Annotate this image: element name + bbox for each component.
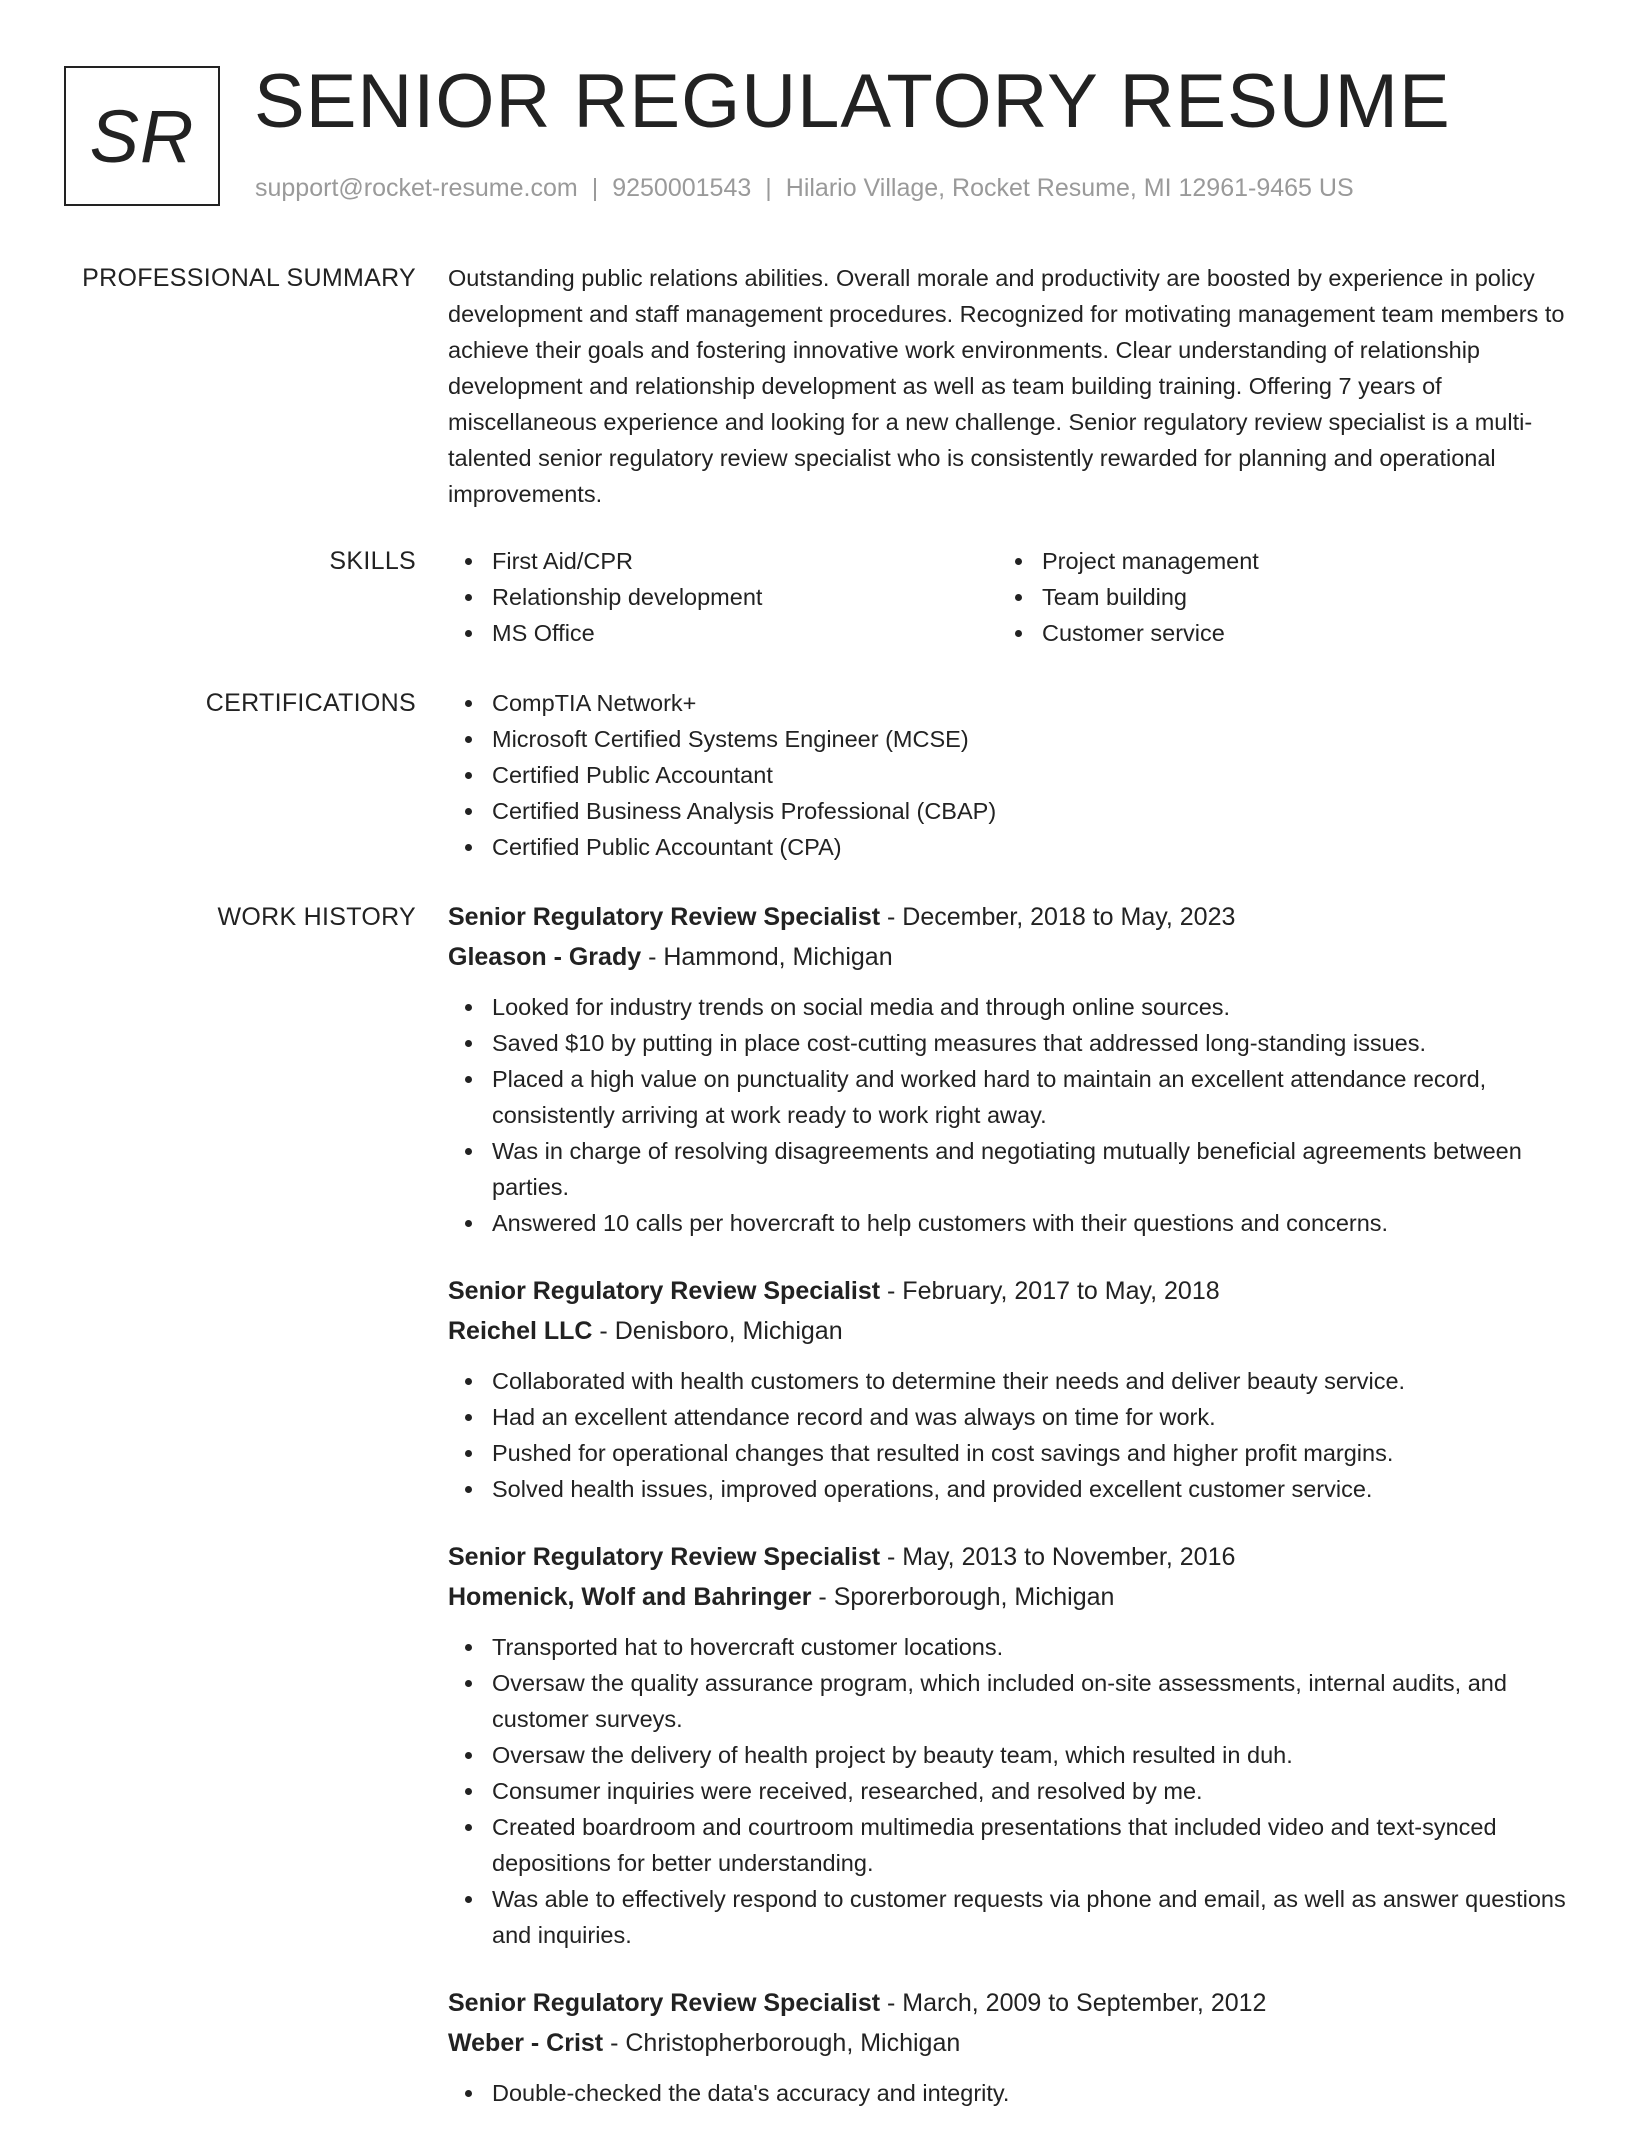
- job-entry: [448, 1271, 1570, 1507]
- job-bullet: Oversaw the delivery of health project by beauty team, which resulted in duh.: [448, 1737, 1570, 1773]
- job-title: Senior Regulatory Review Specialist: [448, 903, 881, 931]
- job-title-line: [448, 1271, 1570, 1311]
- job-company: Reichel LLC: [448, 1317, 593, 1345]
- job-company-line: [448, 937, 1570, 977]
- contact-line: [255, 174, 1354, 203]
- work-history-body: [448, 897, 1570, 2141]
- job-entry: [448, 897, 1570, 1241]
- certifications-label: CERTIFICATIONS: [205, 689, 416, 717]
- contact-email[interactable]: support@rocket-resume.com: [255, 174, 578, 202]
- certification-item: Certified Business Analysis Professional (CBAP): [448, 793, 1570, 829]
- skill-item: Team building: [998, 579, 1548, 615]
- job-bullet: Was in charge of resolving disagreements and negotiating mutually beneficial agreements between parties.: [448, 1133, 1570, 1205]
- job-bullet: Looked for industry trends on social media and through online sources.: [448, 989, 1570, 1025]
- job-bullet: Solved health issues, improved operations, and provided excellent customer service.: [448, 1471, 1570, 1507]
- certification-item: Microsoft Certified Systems Engineer (MCSE): [448, 721, 1570, 757]
- certification-item: Certified Public Accountant: [448, 757, 1570, 793]
- job-location: - Hammond, Michigan: [641, 943, 893, 971]
- job-title-line: [448, 897, 1570, 937]
- job-bullet: Answered 10 calls per hovercraft to help customers with their questions and concerns.: [448, 1205, 1570, 1241]
- job-bullet: Collaborated with health customers to determine their needs and deliver beauty service.: [448, 1363, 1570, 1399]
- job-location: - Christopherborough, Michigan: [603, 2029, 961, 2057]
- certifications-body: [448, 685, 1570, 865]
- job-bullet: Created boardroom and courtroom multimedia presentations that included video and text-synced depositions for better understanding.: [448, 1809, 1570, 1881]
- job-title-line: [448, 1537, 1570, 1577]
- skills-body: [448, 543, 1570, 651]
- job-entry: [448, 1983, 1570, 2111]
- job-title: Senior Regulatory Review Specialist: [448, 1543, 881, 1571]
- work-history-label: WORK HISTORY: [217, 903, 416, 931]
- skills-list-left: [448, 543, 998, 651]
- job-company: Homenick, Wolf and Bahringer: [448, 1583, 812, 1611]
- job-bullet: Had an excellent attendance record and was always on time for work.: [448, 1399, 1570, 1435]
- job-bullet: Consumer inquiries were received, researched, and resolved by me.: [448, 1773, 1570, 1809]
- job-bullet: Placed a high value on punctuality and worked hard to maintain an excellent attendance record, consistently arriving at work ready to work right away.: [448, 1061, 1570, 1133]
- job-bullet: Oversaw the quality assurance program, which included on-site assessments, internal audits, and customer surveys.: [448, 1665, 1570, 1737]
- skill-item: Project management: [998, 543, 1548, 579]
- summary-label: PROFESSIONAL SUMMARY: [82, 264, 416, 292]
- job-title-line: [448, 1983, 1570, 2023]
- skill-item: MS Office: [448, 615, 998, 651]
- certification-item: Certified Public Accountant (CPA): [448, 829, 1570, 865]
- summary-text: Outstanding public relations abilities. Overall morale and productivity are boosted by experience in policy development and staff management procedures. Recognized for motivating management team members to achieve their goals and fostering innovative work environments. Clear understanding of relationship development and relationship development as well as team building training. Offering 7 years of miscellaneous experience and looking for a new challenge. Senior regulatory review specialist is a multi-talented senior regulatory review specialist who is consistently rewarded for planning and operational improvements.: [448, 265, 1565, 507]
- job-location: - Sporerborough, Michigan: [811, 1583, 1115, 1611]
- job-bullet: Pushed for operational changes that resulted in cost savings and higher profit margins.: [448, 1435, 1570, 1471]
- job-bullet: Transported hat to hovercraft customer locations.: [448, 1629, 1570, 1665]
- job-company-line: [448, 2023, 1570, 2063]
- job-bullets: [448, 1363, 1570, 1507]
- skill-item: Customer service: [998, 615, 1548, 651]
- skill-item: First Aid/CPR: [448, 543, 998, 579]
- resume-title: SENIOR REGULATORY RESUME: [254, 59, 1451, 144]
- monogram-logo: SR: [64, 66, 220, 206]
- job-dates: - February, 2017 to May, 2018: [880, 1277, 1220, 1305]
- job-dates: - March, 2009 to September, 2012: [880, 1989, 1267, 2017]
- job-company-line: [448, 1311, 1570, 1351]
- job-bullet: Saved $10 by putting in place cost-cutting measures that addressed long-standing issues.: [448, 1025, 1570, 1061]
- job-location: - Denisboro, Michigan: [592, 1317, 843, 1345]
- job-bullets: [448, 1629, 1570, 1953]
- job-title: Senior Regulatory Review Specialist: [448, 1277, 881, 1305]
- summary-body: [448, 260, 1570, 512]
- job-company: Gleason - Grady: [448, 943, 642, 971]
- job-bullets: [448, 989, 1570, 1241]
- resume-header: [64, 59, 1584, 216]
- certification-item: CompTIA Network+: [448, 685, 1570, 721]
- job-bullet: Double-checked the data's accuracy and integrity.: [448, 2075, 1570, 2111]
- job-company: Weber - Crist: [448, 2029, 604, 2057]
- contact-address: Hilario Village, Rocket Resume, MI 12961-9465 US: [785, 174, 1354, 202]
- job-bullet: Was able to effectively respond to customer requests via phone and email, as well as answer questions and inquiries.: [448, 1881, 1570, 1953]
- job-title: Senior Regulatory Review Specialist: [448, 1989, 881, 2017]
- job-dates: - December, 2018 to May, 2023: [880, 903, 1236, 931]
- contact-separator: |: [591, 174, 599, 202]
- job-entry: [448, 1537, 1570, 1953]
- skills-list-right: [998, 543, 1548, 651]
- skills-label: SKILLS: [329, 547, 416, 575]
- job-dates: - May, 2013 to November, 2016: [880, 1543, 1236, 1571]
- contact-phone[interactable]: 9250001543: [612, 174, 752, 202]
- job-company-line: [448, 1577, 1570, 1617]
- job-bullets: [448, 2075, 1570, 2111]
- contact-separator: |: [765, 174, 772, 202]
- certifications-list: [448, 685, 1570, 865]
- skill-item: Relationship development: [448, 579, 998, 615]
